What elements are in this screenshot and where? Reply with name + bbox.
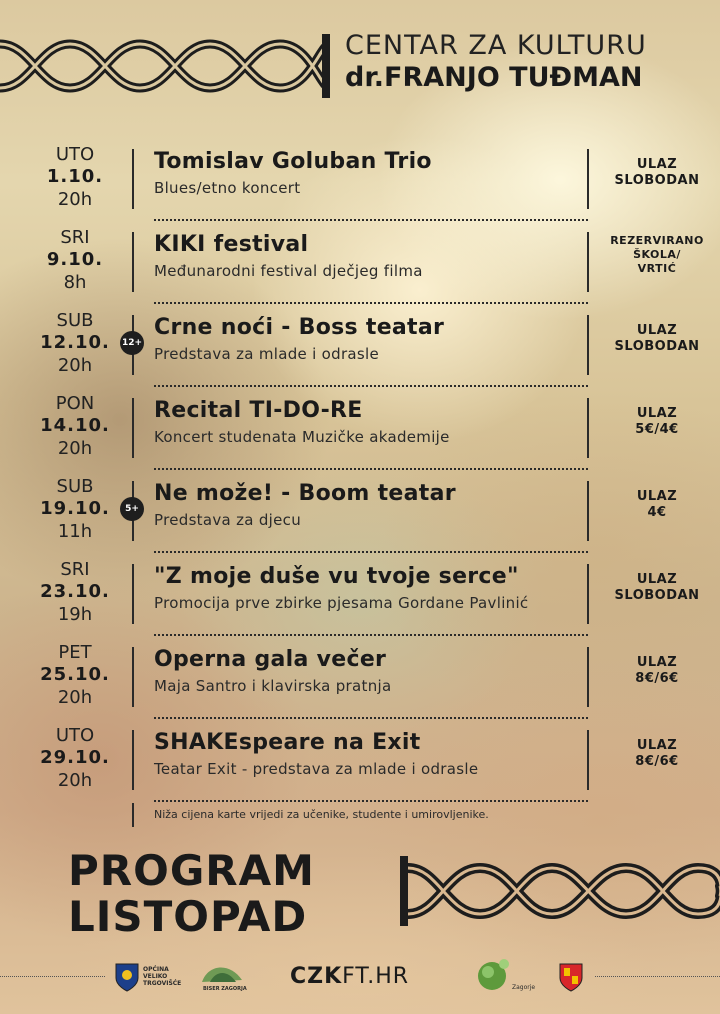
entry-divider xyxy=(587,647,589,707)
event-time: 20h xyxy=(57,355,93,376)
event-row xyxy=(0,143,720,226)
event-entry xyxy=(594,234,720,276)
event-date xyxy=(20,726,130,792)
braid-ornament-top xyxy=(0,34,330,98)
entry-divider xyxy=(587,315,589,375)
event-weekday: SUB xyxy=(56,310,94,331)
event-title: Ne može! - Boom teatar xyxy=(154,481,456,506)
event-entry-line: ULAZ xyxy=(636,738,678,753)
entry-divider xyxy=(587,398,589,458)
braid-ornament-bottom xyxy=(400,856,720,926)
event-date-number: 25.10. xyxy=(40,664,110,685)
event-title: Operna gala večer xyxy=(154,647,387,672)
header-line-2: dr.FRANJO TUĐMAN xyxy=(345,62,643,93)
event-entry xyxy=(594,157,720,189)
event-row xyxy=(0,226,720,309)
entry-divider xyxy=(587,564,589,624)
event-time: 11h xyxy=(57,521,93,542)
event-entry-line: SLOBODAN xyxy=(614,588,700,603)
row-separator xyxy=(154,634,588,636)
event-title: Tomislav Goluban Trio xyxy=(154,149,432,174)
event-date xyxy=(20,477,130,543)
event-weekday: UTO xyxy=(55,144,95,165)
date-divider xyxy=(132,232,134,292)
event-row xyxy=(0,641,720,724)
event-entry-line: ULAZ xyxy=(636,157,678,172)
website-link-bold: CZK xyxy=(290,964,343,989)
event-date-number: 14.10. xyxy=(40,415,110,436)
event-time: 20h xyxy=(57,438,93,459)
event-row xyxy=(0,724,720,807)
event-entry-line: ULAZ xyxy=(636,323,678,338)
event-entry-line: ŠKOLA/ xyxy=(633,248,681,261)
event-subtitle: Koncert studenata Muzičke akademije xyxy=(154,428,450,446)
program-title xyxy=(68,848,315,940)
event-date-number: 9.10. xyxy=(46,249,104,270)
event-date-number: 12.10. xyxy=(40,332,110,353)
event-entry-line: ULAZ xyxy=(636,655,678,670)
event-entry-line: ULAZ xyxy=(636,572,678,587)
note-divider xyxy=(132,803,134,827)
event-date-number: 1.10. xyxy=(46,166,104,187)
event-entry-line: REZERVIRANO xyxy=(610,234,704,247)
event-weekday: SRI xyxy=(60,227,90,248)
date-divider xyxy=(132,730,134,790)
row-separator xyxy=(154,717,588,719)
header-line-1: CENTAR ZA KULTURU xyxy=(345,30,647,61)
entry-divider xyxy=(587,149,589,209)
zagorje-logo-text: Zagorje xyxy=(512,984,536,991)
event-title: SHAKEspeare na Exit xyxy=(154,730,421,755)
event-title: Crne noći - Boss teatar xyxy=(154,315,445,340)
row-separator xyxy=(154,385,588,387)
opcina-logo-line-1: OPĆINA xyxy=(143,966,169,973)
event-entry-line: 8€/6€ xyxy=(635,671,679,686)
event-date xyxy=(20,311,130,377)
county-coat-of-arms-icon xyxy=(558,962,584,992)
event-weekday: PET xyxy=(58,642,92,663)
event-weekday: SUB xyxy=(56,476,94,497)
event-entry-line: ULAZ xyxy=(636,489,678,504)
opcina-logo-line-2: VELIKO xyxy=(143,973,168,980)
row-separator xyxy=(154,468,588,470)
event-entry-line: SLOBODAN xyxy=(614,339,700,354)
event-title: KIKI festival xyxy=(154,232,309,257)
event-date-number: 23.10. xyxy=(40,581,110,602)
event-subtitle: Promocija prve zbirke pjesama Gordane Pavlinić xyxy=(154,594,529,612)
program-line-2: LISTOPAD xyxy=(68,892,308,941)
footer-divider-right xyxy=(595,976,720,977)
event-time: 20h xyxy=(57,189,93,210)
event-entry-line: ULAZ xyxy=(636,406,678,421)
event-row xyxy=(0,475,720,558)
date-divider xyxy=(132,647,134,707)
event-subtitle: Teatar Exit - predstava za mlade i odrasle xyxy=(154,760,479,778)
entry-divider xyxy=(587,730,589,790)
event-subtitle: Maja Santro i klavirska pratnja xyxy=(154,677,392,695)
event-time: 8h xyxy=(63,272,87,293)
zagorje-logo-icon xyxy=(474,956,514,992)
event-date xyxy=(20,228,130,294)
event-entry xyxy=(594,489,720,521)
date-divider xyxy=(132,149,134,209)
event-entry xyxy=(594,655,720,687)
date-divider xyxy=(132,564,134,624)
age-rating-badge: 5+ xyxy=(120,497,144,521)
biser-zagorja-logo-icon xyxy=(200,960,244,984)
event-subtitle: Blues/etno koncert xyxy=(154,179,301,197)
event-subtitle: Međunarodni festival dječjeg filma xyxy=(154,262,423,280)
biser-zagorja-logo-text: BISER ZAGORJA xyxy=(203,986,247,992)
event-row xyxy=(0,558,720,641)
website-link[interactable] xyxy=(290,964,409,989)
footer-divider-left xyxy=(0,976,105,977)
program-line-1: PROGRAM xyxy=(68,846,315,895)
event-date xyxy=(20,643,130,709)
entry-divider xyxy=(587,232,589,292)
row-separator xyxy=(154,219,588,221)
event-entry-line: SLOBODAN xyxy=(614,173,700,188)
event-time: 20h xyxy=(57,770,93,791)
row-separator xyxy=(154,551,588,553)
event-entry-line: 8€/6€ xyxy=(635,754,679,769)
event-weekday: UTO xyxy=(55,725,95,746)
age-rating-badge: 12+ xyxy=(120,331,144,355)
event-subtitle: Predstava za mlade i odrasle xyxy=(154,345,380,363)
opcina-coat-of-arms-icon xyxy=(114,962,140,992)
event-weekday: SRI xyxy=(60,559,90,580)
event-subtitle: Predstava za djecu xyxy=(154,511,301,529)
row-separator xyxy=(154,800,588,802)
event-date xyxy=(20,145,130,211)
event-date-number: 19.10. xyxy=(40,498,110,519)
header-title xyxy=(345,30,690,94)
event-row xyxy=(0,392,720,475)
event-date-number: 29.10. xyxy=(40,747,110,768)
event-entry xyxy=(594,738,720,770)
event-entry xyxy=(594,323,720,355)
event-title: Recital TI-DO-RE xyxy=(154,398,363,423)
website-link-rest: FT.HR xyxy=(342,964,410,989)
event-entry-line: 5€/4€ xyxy=(635,422,679,437)
date-divider xyxy=(132,398,134,458)
row-separator xyxy=(154,302,588,304)
event-entry-line: VRTIĆ xyxy=(637,262,677,275)
event-row xyxy=(0,309,720,392)
event-entry-line: 4€ xyxy=(647,505,667,520)
entry-divider xyxy=(587,481,589,541)
event-title: "Z moje duše vu tvoje serce" xyxy=(154,564,519,589)
event-date xyxy=(20,394,130,460)
event-date xyxy=(20,560,130,626)
event-entry xyxy=(594,572,720,604)
event-time: 19h xyxy=(57,604,93,625)
event-weekday: PON xyxy=(55,393,95,414)
opcina-logo-text xyxy=(143,966,181,987)
event-time: 20h xyxy=(57,687,93,708)
price-note: Niža cijena karte vrijedi za učenike, studente i umirovljenike. xyxy=(154,808,489,821)
opcina-logo-line-3: TRGOVIŠĆE xyxy=(143,980,182,987)
event-entry xyxy=(594,406,720,438)
